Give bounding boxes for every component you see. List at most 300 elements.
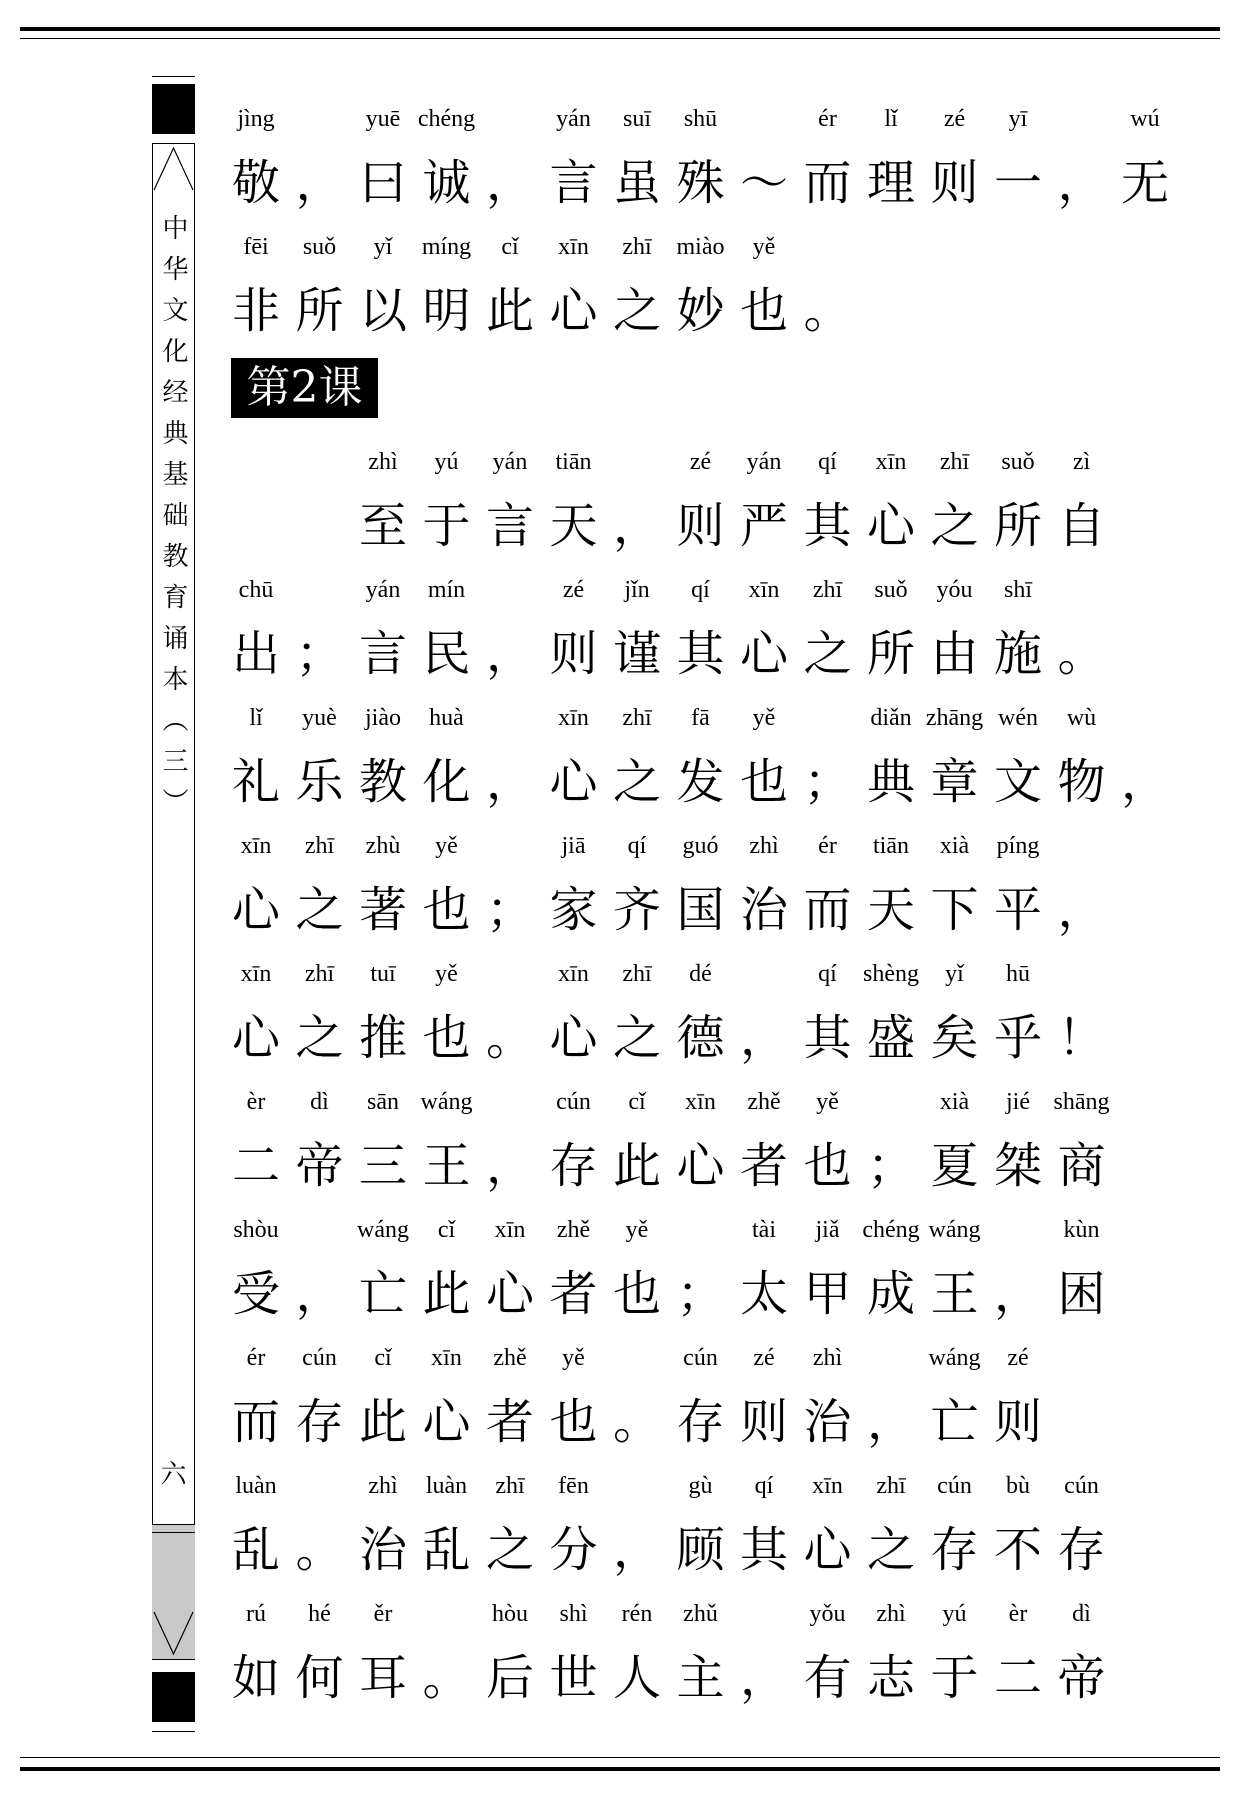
- hanzi-char: ，: [1057, 882, 1106, 938]
- hanzi-char: 虽: [613, 155, 662, 211]
- hanzi-char: 齐: [613, 882, 662, 938]
- pinyin: yě: [752, 234, 776, 260]
- pinyin: zhī: [622, 705, 652, 731]
- hanzi-char: 也: [422, 1010, 471, 1066]
- hanzi-char: 文: [994, 754, 1043, 810]
- pinyin: zhī: [304, 961, 335, 987]
- hanzi-char: 其: [803, 1010, 852, 1066]
- pinyin: zhě: [556, 1217, 591, 1243]
- hanzi-char: 其: [676, 626, 725, 682]
- pinyin: yán: [746, 449, 782, 475]
- hanzi-char: 心: [676, 1138, 725, 1194]
- pinyin: míng: [421, 234, 472, 260]
- hanzi-char: 存: [295, 1394, 344, 1450]
- hanzi-char: 心: [486, 1266, 535, 1322]
- hanzi-char: 志: [867, 1650, 916, 1706]
- pinyin: suǒ: [1001, 449, 1035, 475]
- hanzi-char: 治: [359, 1522, 408, 1578]
- pinyin: zhī: [622, 234, 652, 260]
- hanzi-char: 章: [930, 754, 979, 810]
- pinyin: rú: [246, 1601, 266, 1627]
- pinyin: wáng: [420, 1089, 473, 1115]
- pinyin: yě: [562, 1345, 585, 1371]
- pinyin: cǐ: [628, 1089, 646, 1115]
- pinyin: wáng: [357, 1217, 409, 1243]
- hanzi-char: 一: [994, 155, 1043, 211]
- hanzi-char: 天: [549, 498, 598, 554]
- pinyin: xīn: [685, 1089, 716, 1115]
- hanzi-char: 存: [1057, 1522, 1106, 1578]
- hanzi-char: ；: [295, 626, 344, 682]
- hanzi-char: 由: [930, 626, 979, 682]
- hanzi-char: 夏: [930, 1138, 979, 1194]
- hanzi-char: 则: [930, 155, 979, 211]
- hanzi-char: 于: [422, 498, 471, 554]
- pinyin: píng: [996, 833, 1040, 859]
- pinyin: èr: [1008, 1601, 1028, 1627]
- pinyin: chéng: [417, 106, 476, 132]
- hanzi-char: 其: [740, 1522, 789, 1578]
- hanzi-char: 言: [359, 626, 408, 682]
- hanzi-char: 之: [613, 283, 662, 339]
- pinyin: chéng: [862, 1217, 920, 1243]
- hanzi-char: ，: [486, 754, 535, 810]
- pinyin: yú: [434, 449, 459, 475]
- pinyin: yǒu: [809, 1601, 846, 1627]
- hanzi-char: 而: [803, 882, 852, 938]
- hanzi-char: 天: [867, 882, 916, 938]
- hanzi-char: 物: [1057, 754, 1106, 810]
- pinyin: yán: [556, 106, 591, 132]
- side-bottom-line: [152, 1731, 195, 1732]
- hanzi-char: 。: [295, 1522, 344, 1578]
- hanzi-char: 心: [549, 754, 598, 810]
- pinyin: xīn: [812, 1473, 843, 1499]
- pinyin: ér: [246, 1345, 266, 1371]
- hanzi-char: 。: [486, 1010, 535, 1066]
- hanzi-char: 有: [803, 1650, 852, 1706]
- pinyin: diǎn: [870, 705, 912, 731]
- hanzi-char: ，: [867, 1394, 916, 1450]
- hanzi-char: 著: [359, 882, 408, 938]
- top-border-thin: [20, 38, 1220, 39]
- hanzi-char: 乱: [232, 1522, 281, 1578]
- pinyin: lǐ: [884, 106, 898, 132]
- hanzi-char: 也: [740, 283, 789, 339]
- pinyin: luàn: [425, 1473, 468, 1499]
- pinyin: shī: [1003, 577, 1032, 603]
- hanzi-char: 则: [740, 1394, 789, 1450]
- hanzi-char: 存: [676, 1394, 725, 1450]
- hanzi-char: 世: [549, 1650, 598, 1706]
- hanzi-char: 诚: [422, 155, 471, 211]
- hanzi-char: 也: [549, 1394, 598, 1450]
- pinyin: fēi: [243, 234, 269, 260]
- hanzi-char: 于: [930, 1650, 979, 1706]
- hanzi-char: 所: [295, 283, 344, 339]
- hanzi-char: 其: [803, 498, 852, 554]
- pinyin: jiǎ: [815, 1217, 840, 1243]
- pinyin: shāng: [1053, 1089, 1110, 1115]
- hanzi-char: 甲: [803, 1266, 852, 1322]
- pinyin: cún: [683, 1345, 718, 1371]
- hanzi-char: 此: [486, 283, 535, 339]
- pinyin: èr: [246, 1089, 266, 1115]
- hanzi-char: 心: [740, 626, 789, 682]
- pinyin: zhì: [749, 833, 779, 859]
- pinyin: yě: [625, 1217, 649, 1243]
- pinyin: xīn: [494, 1217, 526, 1243]
- pinyin: zhī: [812, 577, 843, 603]
- hanzi-char: 心: [232, 1010, 281, 1066]
- pinyin: guó: [682, 833, 719, 859]
- pinyin: tài: [752, 1217, 776, 1243]
- hanzi-char: ，: [486, 155, 535, 211]
- hanzi-char: 也: [422, 882, 471, 938]
- hanzi-char: 此: [613, 1138, 662, 1194]
- hanzi-char: ；: [867, 1138, 916, 1194]
- pinyin: zhì: [368, 449, 398, 475]
- pinyin: zhě: [493, 1345, 527, 1371]
- hanzi-char: 谨: [613, 626, 662, 682]
- pinyin: suǒ: [302, 234, 337, 260]
- pinyin: xīn: [240, 961, 272, 987]
- pinyin: jiào: [365, 705, 401, 731]
- hanzi-char: 。: [803, 283, 852, 339]
- hanzi-char: 如: [232, 1650, 281, 1706]
- pinyin: jié: [1006, 1089, 1030, 1115]
- pinyin: fēn: [558, 1473, 589, 1499]
- hanzi-char: 则: [676, 498, 725, 554]
- pinyin: zhǔ: [683, 1601, 718, 1627]
- pinyin: shū: [683, 106, 718, 132]
- pinyin: suǒ: [874, 577, 908, 603]
- pinyin: xīn: [240, 833, 272, 859]
- hanzi-char: 则: [549, 626, 598, 682]
- pinyin: dì: [310, 1089, 329, 1115]
- pinyin: cún: [556, 1089, 591, 1115]
- hanzi-char: 之: [803, 626, 852, 682]
- hanzi-char: 帝: [295, 1138, 344, 1194]
- pinyin: yī: [1008, 106, 1028, 132]
- hanzi-char: 顾: [676, 1522, 725, 1578]
- pinyin: wén: [998, 705, 1038, 731]
- hanzi-char: 言: [549, 155, 598, 211]
- hanzi-char: 耳: [359, 1650, 408, 1706]
- hanzi-char: 明: [422, 283, 471, 339]
- pinyin: zhì: [368, 1473, 398, 1499]
- pinyin: xià: [939, 833, 970, 859]
- pinyin: gù: [688, 1473, 713, 1499]
- hanzi-char: 亡: [930, 1394, 979, 1450]
- hanzi-char: 家: [549, 882, 598, 938]
- hanzi-char: 此: [422, 1266, 471, 1322]
- hanzi-char: 妙: [676, 283, 725, 339]
- pinyin: yě: [752, 705, 776, 731]
- pinyin: qí: [818, 449, 837, 475]
- hanzi-char: ，: [740, 1010, 789, 1066]
- hanzi-char: 理: [867, 155, 916, 211]
- hanzi-char: ，: [1121, 754, 1170, 810]
- hanzi-char: 盛: [867, 1010, 916, 1066]
- pinyin: miào: [676, 234, 725, 260]
- hanzi-char: 民: [422, 626, 471, 682]
- page-number: 六: [160, 1460, 187, 1490]
- pinyin: yǐ: [373, 234, 393, 260]
- hanzi-char: ，: [486, 626, 535, 682]
- hanzi-char: 亡: [359, 1266, 408, 1322]
- hanzi-char: 之: [613, 754, 662, 810]
- hanzi-char: 三: [359, 1138, 408, 1194]
- hanzi-char: 商: [1057, 1138, 1106, 1194]
- side-bottom-block: [152, 1672, 195, 1722]
- hanzi-char: 心: [422, 1394, 471, 1450]
- pinyin: xīn: [431, 1345, 462, 1371]
- pinyin: xīn: [558, 705, 589, 731]
- hanzi-char: 所: [994, 498, 1043, 554]
- hanzi-char: ，: [613, 1522, 662, 1578]
- pinyin: qí: [818, 961, 837, 987]
- pinyin: cǐ: [437, 1217, 456, 1243]
- pinyin: zhě: [747, 1089, 781, 1115]
- pinyin: zhī: [304, 833, 335, 859]
- pinyin: qí: [754, 1473, 774, 1499]
- hanzi-char: 化: [422, 754, 471, 810]
- pinyin: ér: [818, 106, 837, 132]
- bottom-border-thick: [20, 1767, 1220, 1771]
- hanzi-char: 也: [740, 754, 789, 810]
- pinyin: zhī: [939, 449, 970, 475]
- hanzi-char: 施: [994, 626, 1043, 682]
- side-mid-line: [152, 1532, 195, 1533]
- pinyin: bù: [1006, 1473, 1030, 1499]
- hanzi-char: 至: [359, 498, 408, 554]
- pinyin: jiā: [561, 833, 586, 859]
- pinyin: yǐ: [945, 961, 964, 987]
- top-border-thick: [20, 27, 1220, 31]
- pinyin: sān: [367, 1089, 399, 1115]
- pinyin: zhī: [622, 961, 652, 987]
- pinyin: jìng: [237, 106, 275, 132]
- hanzi-char: ；: [676, 1266, 725, 1322]
- pinyin: jǐn: [624, 577, 650, 603]
- hanzi-char: 此: [359, 1394, 408, 1450]
- pinyin: shòu: [233, 1217, 279, 1243]
- pinyin: zhī: [495, 1473, 525, 1499]
- hanzi-char: 后: [486, 1650, 535, 1706]
- hanzi-char: ，: [994, 1266, 1043, 1322]
- pinyin: luàn: [235, 1473, 277, 1499]
- pinyin: xīn: [558, 961, 589, 987]
- pinyin: yán: [492, 449, 528, 475]
- hanzi-char: 。: [1057, 626, 1106, 682]
- hanzi-char: 国: [676, 882, 725, 938]
- hanzi-char: 之: [930, 498, 979, 554]
- pinyin: zhì: [812, 1345, 843, 1371]
- pinyin: qí: [691, 577, 710, 603]
- hanzi-char: 不: [994, 1522, 1043, 1578]
- pinyin: cún: [302, 1345, 337, 1371]
- hanzi-char: 受: [232, 1266, 281, 1322]
- pinyin: shì: [559, 1601, 588, 1627]
- hanzi-char: 教: [359, 754, 408, 810]
- hanzi-char: 。: [613, 1394, 662, 1450]
- hanzi-char: 所: [867, 626, 916, 682]
- hanzi-char: ！: [1057, 1010, 1106, 1066]
- hanzi-char: 桀: [994, 1138, 1043, 1194]
- hanzi-char: 也: [613, 1266, 662, 1322]
- pinyin: chū: [238, 577, 274, 603]
- hanzi-char: 自: [1057, 498, 1106, 554]
- hanzi-char: 推: [359, 1010, 408, 1066]
- hanzi-char: 礼: [232, 754, 281, 810]
- chevron-down-icon: [152, 1610, 195, 1658]
- hanzi-char: ，: [295, 1266, 344, 1322]
- hanzi-char: 严: [740, 498, 789, 554]
- hanzi-char: 何: [295, 1650, 344, 1706]
- hanzi-char: 矣: [930, 1010, 979, 1066]
- hanzi-char: 平: [994, 882, 1043, 938]
- hanzi-char: 心: [803, 1522, 852, 1578]
- hanzi-char: 分: [549, 1522, 598, 1578]
- pinyin: cǐ: [501, 234, 519, 260]
- hanzi-char: ，: [613, 498, 662, 554]
- pinyin: hòu: [492, 1601, 528, 1627]
- pinyin: zé: [689, 449, 712, 475]
- hanzi-char: 乐: [295, 754, 344, 810]
- pinyin: shèng: [863, 961, 919, 987]
- pinyin: xīn: [748, 577, 780, 603]
- hanzi-char: 困: [1057, 1266, 1106, 1322]
- side-top-block: [152, 84, 195, 134]
- hanzi-char: 人: [613, 1650, 662, 1706]
- pinyin: cún: [1064, 1473, 1099, 1499]
- hanzi-char: 出: [232, 626, 281, 682]
- hanzi-char: ～: [740, 155, 789, 211]
- hanzi-char: 也: [803, 1138, 852, 1194]
- pinyin: yóu: [936, 577, 973, 603]
- pinyin: suī: [622, 106, 651, 132]
- hanzi-char: ，: [486, 1138, 535, 1194]
- hanzi-char: 治: [803, 1394, 852, 1450]
- hanzi-char: 无: [1121, 155, 1170, 211]
- pinyin: zhù: [365, 833, 401, 859]
- hanzi-char: 治: [740, 882, 789, 938]
- pinyin: xià: [939, 1089, 970, 1115]
- hanzi-char: 则: [994, 1394, 1043, 1450]
- pinyin: wáng: [928, 1217, 981, 1243]
- pinyin: fā: [691, 705, 710, 731]
- pinyin: yuè: [302, 705, 337, 731]
- hanzi-char: 主: [676, 1650, 725, 1706]
- bottom-border-thin: [20, 1757, 1220, 1758]
- pinyin: tuī: [370, 961, 396, 987]
- hanzi-char: 心: [549, 283, 598, 339]
- pinyin: wú: [1130, 106, 1160, 132]
- hanzi-char: 存: [549, 1138, 598, 1194]
- hanzi-char: 曰: [359, 155, 408, 211]
- hanzi-char: 典: [867, 754, 916, 810]
- hanzi-char: 下: [930, 882, 979, 938]
- hanzi-char: 心: [232, 882, 281, 938]
- hanzi-char: 而: [803, 155, 852, 211]
- pinyin: zì: [1072, 449, 1091, 475]
- hanzi-char: ；: [803, 754, 852, 810]
- hanzi-char: 之: [486, 1522, 535, 1578]
- hanzi-char: 心: [867, 498, 916, 554]
- hanzi-char: 非: [232, 283, 281, 339]
- hanzi-char: 太: [740, 1266, 789, 1322]
- hanzi-char: 二: [994, 1650, 1043, 1706]
- lesson-heading: 第2课: [231, 358, 378, 418]
- pinyin: zé: [753, 1345, 775, 1371]
- hanzi-char: 王: [422, 1138, 471, 1194]
- side-top-line: [152, 76, 195, 77]
- pinyin: zhī: [876, 1473, 906, 1499]
- pinyin: zhāng: [925, 705, 984, 731]
- pinyin: wù: [1066, 705, 1097, 731]
- hanzi-char: 言: [486, 498, 535, 554]
- hanzi-char: ，: [740, 1650, 789, 1706]
- pinyin: huà: [429, 705, 464, 731]
- hanzi-char: 以: [359, 283, 408, 339]
- pinyin: rén: [621, 1601, 653, 1627]
- pinyin: yě: [435, 961, 458, 987]
- pinyin: hū: [1006, 961, 1030, 987]
- pinyin: zé: [1007, 1345, 1029, 1371]
- pinyin: xīn: [875, 449, 907, 475]
- hanzi-char: 二: [232, 1138, 281, 1194]
- pinyin: dé: [689, 961, 712, 987]
- pinyin: xīn: [558, 234, 589, 260]
- pinyin: cǐ: [374, 1345, 392, 1371]
- hanzi-char: 之: [613, 1010, 662, 1066]
- pinyin: yě: [435, 833, 458, 859]
- hanzi-char: 乎: [994, 1010, 1043, 1066]
- pinyin: kùn: [1063, 1217, 1100, 1243]
- hanzi-char: 之: [295, 882, 344, 938]
- pinyin: tiān: [873, 833, 909, 859]
- hanzi-char: 帝: [1057, 1650, 1106, 1706]
- pinyin: zé: [562, 577, 585, 603]
- pinyin: yú: [942, 1601, 967, 1627]
- hanzi-char: 者: [486, 1394, 535, 1450]
- hanzi-char: 发: [676, 754, 725, 810]
- pinyin: zhì: [876, 1601, 906, 1627]
- pinyin: cún: [937, 1473, 972, 1499]
- pinyin: tiān: [555, 449, 592, 475]
- chevron-up-icon: [152, 144, 195, 192]
- hanzi-char: 王: [930, 1266, 979, 1322]
- hanzi-char: ，: [295, 155, 344, 211]
- pinyin: lǐ: [249, 705, 263, 731]
- hanzi-char: 而: [232, 1394, 281, 1450]
- hanzi-char: 者: [740, 1138, 789, 1194]
- hanzi-char: 乱: [422, 1522, 471, 1578]
- pinyin: wáng: [928, 1345, 981, 1371]
- hanzi-char: 德: [676, 1010, 725, 1066]
- hanzi-char: 之: [295, 1010, 344, 1066]
- hanzi-char: 殊: [676, 155, 725, 211]
- pinyin: yuē: [365, 106, 401, 132]
- hanzi-char: 者: [549, 1266, 598, 1322]
- book-title: 中华文化经典基础教育诵本（三）: [158, 214, 188, 829]
- hanzi-char: 敬: [232, 155, 281, 211]
- pinyin: yě: [816, 1089, 839, 1115]
- hanzi-char: 之: [867, 1522, 916, 1578]
- pinyin: mín: [427, 577, 466, 603]
- pinyin: ér: [818, 833, 837, 859]
